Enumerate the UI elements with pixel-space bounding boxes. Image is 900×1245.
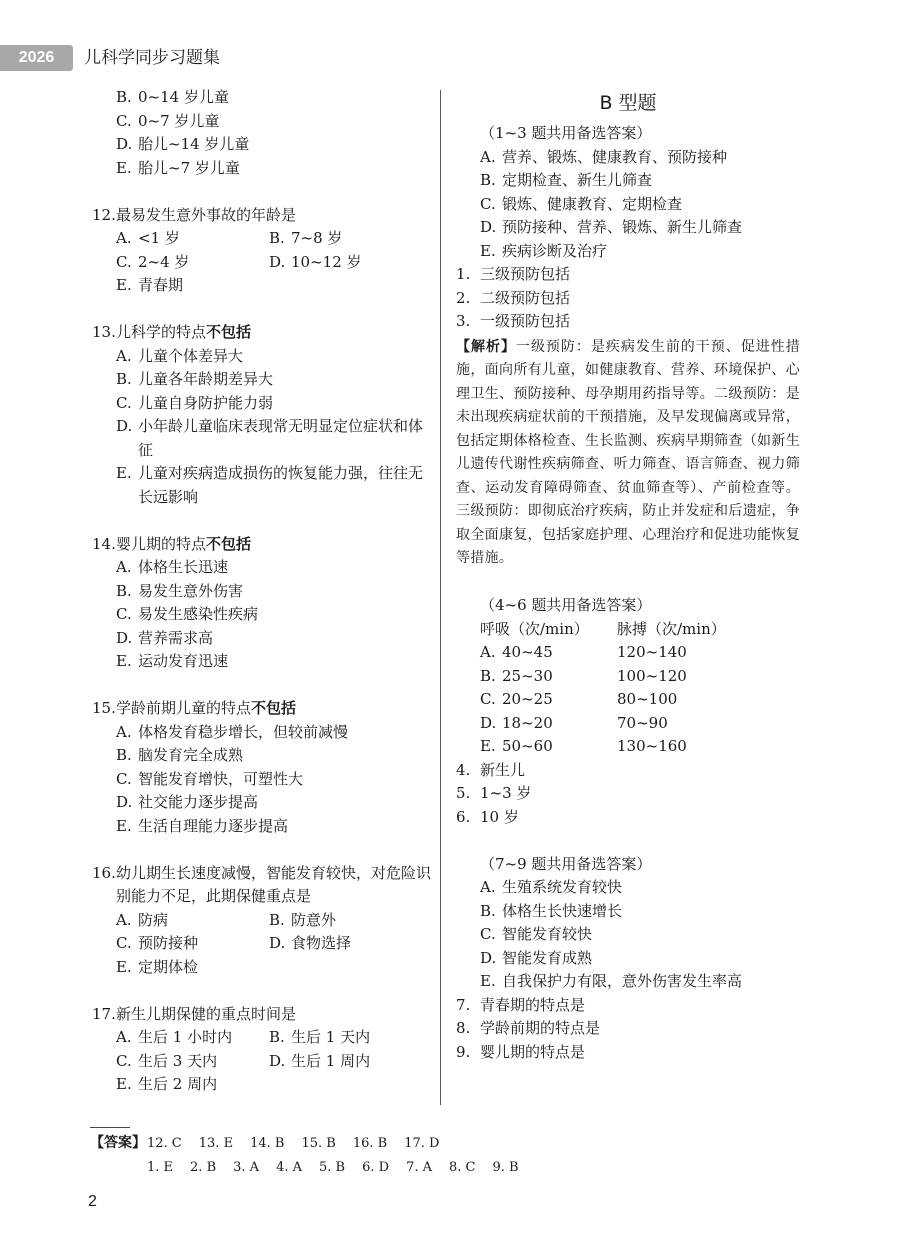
question-item: 1. 三级预防包括 (456, 265, 571, 283)
option: C. 易发生感染性疾病 (116, 605, 259, 623)
option: A. 生殖系统发育较快 (480, 878, 623, 896)
section-title: B 型题 (599, 92, 657, 114)
option: D. 胎儿~14 岁儿童 (116, 135, 250, 153)
emphasis: 不包括 (206, 323, 252, 341)
emphasis: 不包括 (206, 534, 252, 553)
question-stem: 17. 新生儿期保健的重点时间是 (92, 1004, 297, 1023)
answer-item: 15. B (301, 1136, 336, 1151)
group-header: （7~9 题共用备选答案） (480, 854, 652, 873)
question-item: 8. 学龄前期的特点是 (456, 1019, 601, 1037)
answer-item: 13. E (198, 1136, 234, 1151)
option: E. 儿童对疾病造成损伤的恢复能力强，往往无长远影响 (116, 464, 424, 506)
option: A. 防病 (116, 910, 169, 929)
option: B. 0~14 岁儿童 (116, 88, 229, 106)
answer-item: 5. B (319, 1160, 346, 1175)
table-row: A. 40~45 120~140 (480, 643, 687, 661)
option: D. 预防接种、营养、锻炼、新生儿筛查 (480, 218, 743, 236)
option: C. 生后 3 天内 (116, 1051, 218, 1070)
question-item: 7. 青春期的特点是 (456, 995, 586, 1014)
analysis-text: 一级预防：是疾病发生前的干预、促进性措施，面向所有儿童，如健康教育、营养、环境保护、心理卫生、预防接种、母孕期用药指导等。二级预防：是未出现疾病症状前的干预措施，及早发现偏离或异常，包括定期体格检查、生长监测、疾病早期筛查（如新生儿遗传代谢性疾病筛查、听力筛查、语言筛查、视力筛查、运动发育障碍筛查、贫血筛查等）、产前检查等。三级预防：即彻底治疗疾病，防止并发症和后遗症，争取全面康复，包括家庭护理、心理治疗和促进功能恢复等措施。 (456, 338, 801, 566)
option: D. 小年龄儿童临床表现常无明显定位症状和体征 (116, 417, 424, 459)
option: B. 脑发育完全成熟 (116, 746, 244, 764)
answer-item: 8. C (449, 1160, 476, 1175)
option: A. 生后 1 小时内 (116, 1028, 233, 1046)
option: B. 生后 1 天内 (269, 1028, 371, 1046)
column-divider (440, 90, 441, 1105)
answer-item: 9. B (492, 1160, 519, 1175)
question-15 (92, 697, 437, 838)
question-stem: 16. 幼儿期生长速度减慢，智能发育较快，对危险识别能力不足，此期保健重点是 (92, 863, 432, 905)
option: B. 易发生意外伤害 (116, 581, 244, 600)
table-row: C. 20~25 80~100 (480, 690, 678, 708)
question-item: 9. 婴儿期的特点是 (456, 1042, 586, 1061)
question-item: 6. 10 岁 (456, 807, 519, 826)
question-stem: 13. 儿科学的特点不包括 (92, 323, 252, 341)
option: C. 锻炼、健康教育、定期检查 (480, 194, 683, 213)
answer-key (90, 1131, 536, 1180)
emphasis: 不包括 (251, 699, 297, 717)
option: D. 10~12 岁 (269, 252, 362, 271)
option: D. 营养需求高 (116, 628, 214, 647)
option: E. 生活自理能力逐步提高 (116, 816, 289, 835)
answer-item: 7. A (406, 1160, 432, 1175)
group-7-9 (456, 853, 800, 1065)
option: A. 体格发育稳步增长，但较前减慢 (116, 722, 349, 741)
answer-item: 4. A (276, 1160, 302, 1175)
question-stem: 14. 婴儿期的特点不包括 (92, 534, 252, 553)
question-item: 3. 一级预防包括 (456, 312, 571, 330)
answer-divider (90, 1127, 130, 1128)
option: A. 儿童个体差异大 (116, 346, 244, 365)
analysis-label: 【解析】 (456, 338, 516, 355)
option: C. 儿童自身防护能力弱 (116, 393, 274, 412)
question-12 (92, 204, 437, 298)
option: E. 定期体检 (116, 957, 199, 976)
option: C. 0~7 岁儿童 (116, 111, 220, 130)
analysis (456, 336, 800, 571)
table-row: D. 18~20 70~90 (480, 713, 668, 732)
table-row: E. 50~60 130~160 (480, 737, 687, 755)
option: B. 防意外 (269, 910, 337, 929)
option: E. 胎儿~7 岁儿童 (116, 158, 240, 177)
option: D. 社交能力逐步提高 (116, 793, 259, 811)
answer-item: 16. B (352, 1136, 388, 1151)
group-4-6 (456, 594, 800, 829)
group-header: （1~3 题共用备选答案） (480, 124, 652, 142)
option: E. 青春期 (116, 276, 184, 294)
option: C. 2~4 岁 (116, 252, 190, 271)
question-item: 2. 二级预防包括 (456, 288, 571, 307)
table-header: 呼吸（次/min） 脉搏（次/min） (480, 619, 726, 638)
left-column (92, 86, 437, 1097)
question-14 (92, 533, 437, 674)
page-number: 2 (88, 1193, 97, 1210)
answer-item: 17. D (404, 1136, 440, 1151)
question-stem: 15. 学龄前期儿童的特点不包括 (92, 699, 297, 717)
answer-item: 12. C (147, 1136, 182, 1151)
option: B. 儿童各年龄期差异大 (116, 370, 274, 388)
option: A. <1 岁 (116, 229, 180, 247)
answer-item: 14. B (250, 1136, 285, 1151)
option: E. 生后 2 周内 (116, 1075, 218, 1093)
option: C. 智能发育较快 (480, 925, 593, 943)
table-row: B. 25~30 100~120 (480, 666, 687, 685)
answer-item: 1. E (147, 1160, 174, 1175)
option: B. 7~8 岁 (269, 229, 343, 247)
option: E. 疾病诊断及治疗 (480, 241, 608, 260)
q11-options (92, 86, 437, 180)
question-13 (92, 321, 437, 509)
option: C. 智能发育增快，可塑性大 (116, 769, 304, 788)
right-column (456, 86, 800, 1064)
option: B. 体格生长快速增长 (480, 901, 623, 920)
answer-item: 6. D (362, 1160, 390, 1175)
group-1-3 (456, 122, 800, 571)
year-badge: 2026 (0, 45, 73, 71)
option: A. 体格生长迅速 (116, 558, 229, 576)
answer-label: 【答案】 (90, 1135, 146, 1151)
option: D. 生后 1 周内 (269, 1051, 371, 1070)
option: C. 预防接种 (116, 934, 199, 952)
answer-item: 2. B (190, 1160, 217, 1175)
group-header: （4~6 题共用备选答案） (480, 596, 652, 614)
question-17 (92, 1003, 437, 1097)
book-title: 儿科学同步习题集 (84, 48, 220, 68)
answer-item: 3. A (233, 1160, 260, 1175)
option: D. 食物选择 (269, 934, 352, 952)
option: E. 运动发育迅速 (116, 652, 229, 670)
option: A. 营养、锻炼、健康教育、预防接种 (480, 147, 728, 166)
question-stem: 12. 最易发生意外事故的年龄是 (92, 205, 297, 224)
question-item: 5. 1~3 岁 (456, 784, 532, 802)
question-16 (92, 862, 437, 980)
option: B. 定期检查、新生儿筛查 (480, 171, 653, 189)
question-item: 4. 新生儿 (456, 760, 526, 779)
option: E. 自我保护力有限，意外伤害发生率高 (480, 972, 743, 990)
option: D. 智能发育成熟 (480, 948, 593, 967)
